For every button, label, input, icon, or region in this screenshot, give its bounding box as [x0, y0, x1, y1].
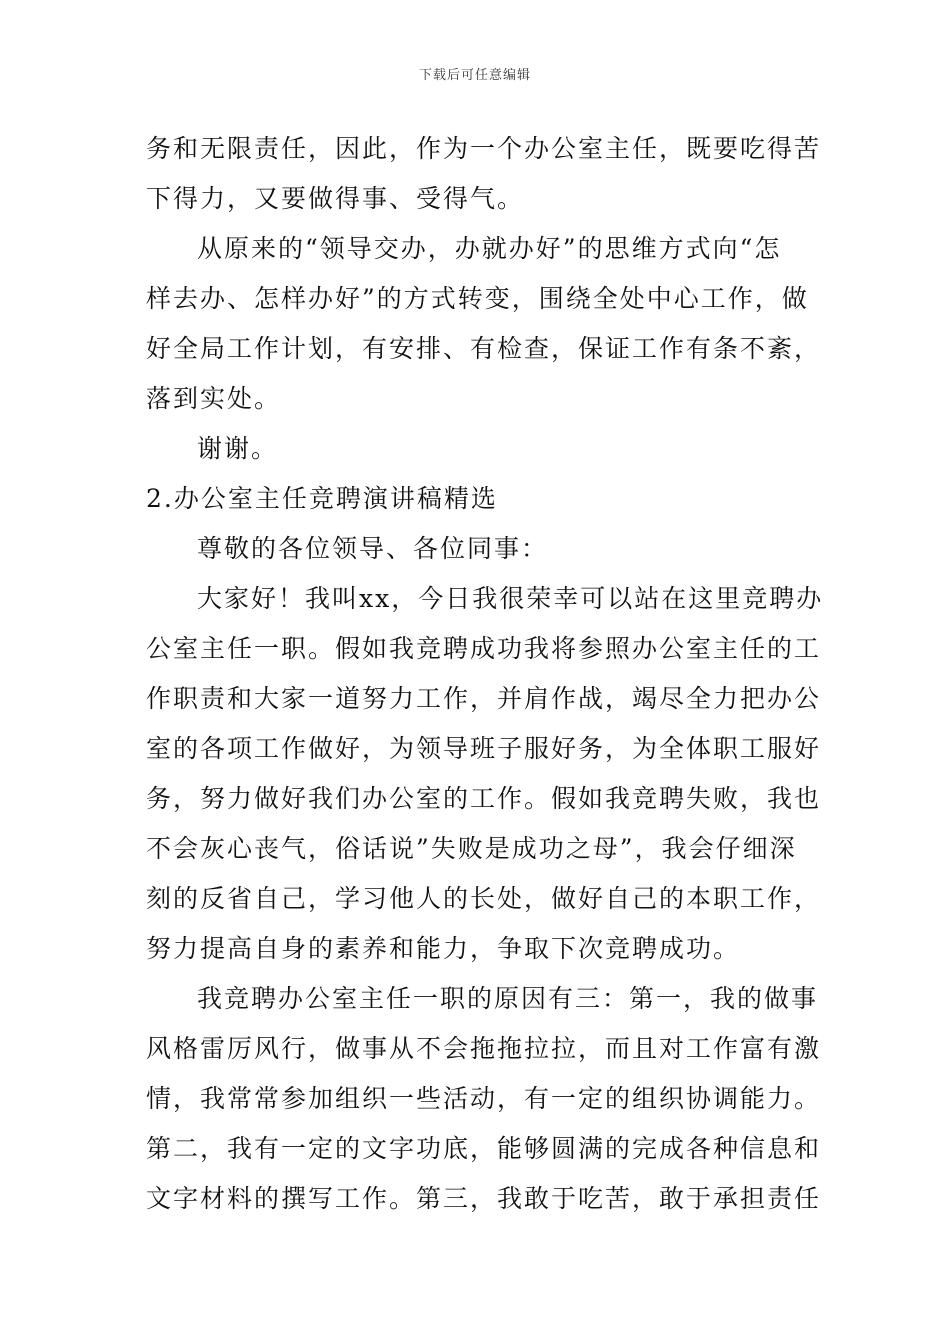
text-line: 努力提高自身的素养和能力，争取下次竞聘成功。: [146, 934, 741, 963]
text-line: 落到实处。: [146, 384, 282, 413]
text-line: 谢谢。: [197, 434, 279, 463]
text-line: 好全局工作计划，有安排、有检查，保证工作有条不紊，: [146, 334, 822, 363]
text-line: 务，努力做好我们办公室的工作。假如我竞聘失败，我也: [146, 784, 822, 813]
text-line: 大家好！我叫xx，今日我很荣幸可以站在这里竞聘办: [197, 584, 824, 613]
text-line: 作职责和大家一道努力工作，并肩作战，竭尽全力把办公: [146, 684, 822, 713]
text-line: 下得力，又要做得事、受得气。: [146, 184, 525, 213]
text-line: 刻的反省自己，学习他人的长处，做好自己的本职工作，: [146, 884, 822, 913]
text-line: 从原来的“领导交办，办就办好”的思维方式向“怎: [197, 234, 782, 263]
document-body: [146, 124, 824, 1224]
text-line: 不会灰心丧气，俗话说”失败是成功之母”，我会仔细深: [146, 834, 797, 863]
text-line: 样去办、怎样办好”的方式转变，围绕全处中心工作，做: [146, 284, 809, 313]
text-line: 文字材料的撰写工作。第三，我敢于吃苦，敢于承担责任: [146, 1184, 822, 1213]
text-line: 务和无限责任，因此，作为一个办公室主任，既要吃得苦: [146, 134, 822, 163]
text-line: 尊敬的各位领导、各位同事：: [197, 534, 549, 563]
page-header: 下载后可任意编辑: [418, 68, 531, 83]
text-line: 情，我常常参加组织一些活动，有一定的组织协调能力。: [146, 1084, 822, 1113]
text-line: 2.办公室主任竞聘演讲稿精选: [146, 484, 498, 513]
text-line: 公室主任一职。假如我竞聘成功我将参照办公室主任的工: [146, 634, 822, 663]
text-line: 我竞聘办公室主任一职的原因有三：第一，我的做事: [197, 984, 819, 1013]
text-line: 风格雷厉风行，做事从不会拖拖拉拉，而且对工作富有激: [146, 1034, 822, 1063]
text-line: 室的各项工作做好，为领导班子服好务，为全体职工服好: [146, 734, 822, 763]
text-line: 第二，我有一定的文字功底，能够圆满的完成各种信息和: [146, 1134, 822, 1163]
